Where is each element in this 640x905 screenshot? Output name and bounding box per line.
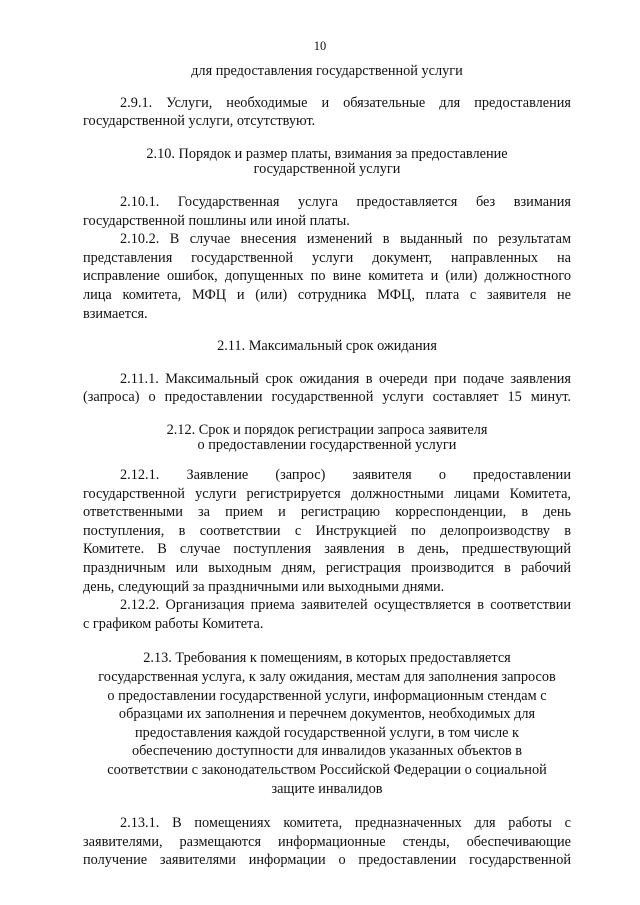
paragraph-line: исправление ошибок, допущенных по вине комитета и (или) должностного <box>83 268 571 285</box>
section-heading: государственной услуги <box>253 161 401 178</box>
paragraph-line: Комитете. В случае поступления заявления в день, предшествующий <box>83 541 571 558</box>
page-number: 10 <box>313 39 327 53</box>
paragraph-line: с графиком работы Комитета. <box>83 615 264 632</box>
paragraph-line: 2.12.2. Организация приема заявителей осуществляется в соответствии <box>120 597 571 614</box>
paragraph-line: день, следующий за праздничными или выходными днями. <box>83 578 445 595</box>
paragraph-line: представления государственной услуги документ, направленных на <box>83 249 571 266</box>
section-heading: государственная услуга, к залу ожидания, местам для заполнения запросов <box>98 669 556 686</box>
section-heading: 2.10. Порядок и размер платы, взимания за предоставление <box>146 145 508 162</box>
section-heading: о предоставлении государственной услуги, информационным стендам с <box>107 687 547 704</box>
section-heading: соответствии с законодательством Российской Федерации о социальной <box>107 762 547 778</box>
paragraph-line: ответственными за прием и регистрацию корреспонденции, в день <box>83 504 571 521</box>
paragraph-line: 2.9.1. Услуги, необходимые и обязательные для предоставления <box>120 94 571 111</box>
paragraph-line: 2.13.1. В помещениях комитета, предназначенных для работы с <box>120 815 571 832</box>
section-heading: защите инвалидов <box>271 780 383 797</box>
document-body <box>83 62 571 870</box>
section-heading: 2.13. Требования к помещениям, в которых предоставляется <box>143 650 511 667</box>
paragraph-line: государственной услуги, отсутствуют. <box>83 113 316 130</box>
paragraph-line: государственной пошлины или иной платы. <box>83 212 350 229</box>
section-heading: 2.12. Срок и порядок регистрации запроса заявителя <box>166 421 488 438</box>
paragraph-line: взимается. <box>83 305 148 322</box>
paragraph-line: 2.12.1. Заявление (запрос) заявителя о предоставлении <box>120 467 571 484</box>
section-heading: 2.11. Максимальный срок ожидания <box>217 338 437 355</box>
heading-continuation: для предоставления государственной услуги <box>191 63 463 79</box>
section-heading: о предоставлении государственной услуги <box>197 436 457 453</box>
paragraph-line: 2.11.1. Максимальный срок ожидания в очереди при подаче заявления <box>120 370 571 387</box>
paragraph-line: 2.10.2. В случае внесения изменений в выданный по результатам <box>120 231 571 248</box>
section-heading: образцами их заполнения и перечнем документов, необходимых для <box>118 706 536 723</box>
paragraph-line: (запроса) о предоставлении государственной услуги составляет 15 минут. <box>83 389 571 406</box>
section-heading: обеспечению доступности для инвалидов указанных объектов в <box>131 743 523 760</box>
paragraph-line: поступления, в соответствии с Инструкцией по делопроизводству в <box>83 522 571 539</box>
paragraph-line: получение заявителями информации о предоставлении государственной <box>83 852 571 869</box>
paragraph-line: 2.10.1. Государственная услуга предоставляется без взимания <box>120 193 571 210</box>
paragraph-line: праздничным или выходным дням, регистрация производится в рабочий <box>83 560 571 577</box>
paragraph-line: заявителями, размещаются информационные стенды, обеспечивающие <box>83 833 571 850</box>
paragraph-line: лица комитета, МФЦ и (или) сотрудника МФЦ, плата с заявителя не <box>83 286 571 303</box>
section-heading: предоставления каждой государственной услуги, в том числе к <box>135 724 519 741</box>
paragraph-line: государственной услуги регистрируется должностными лицами Комитета, <box>83 485 571 502</box>
